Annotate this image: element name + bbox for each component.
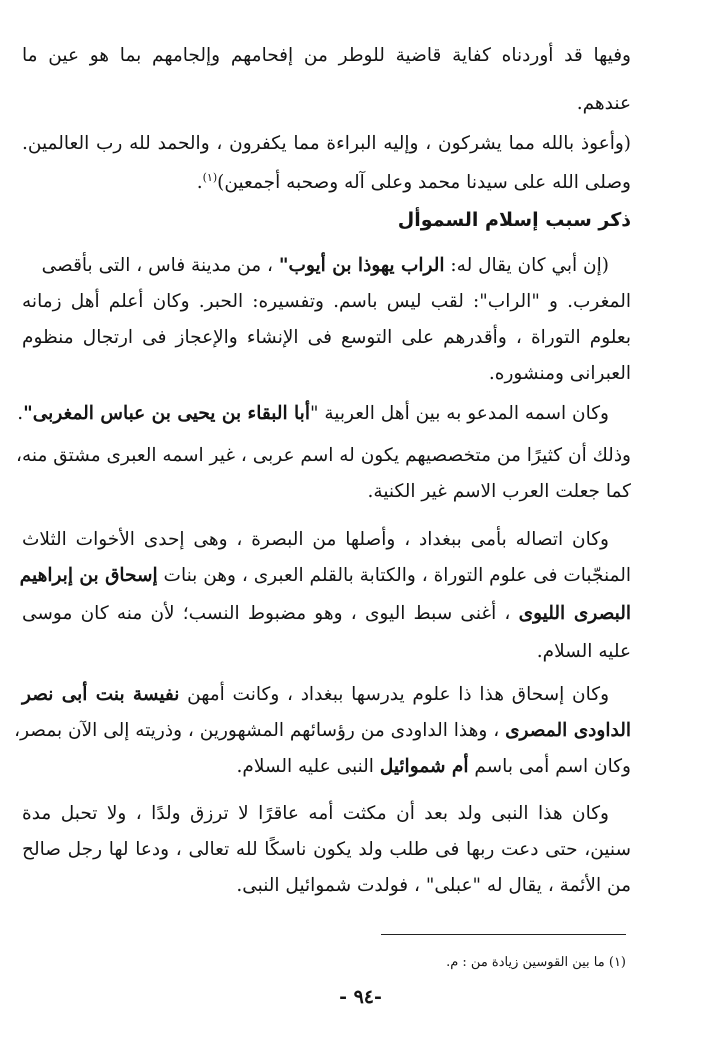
bold-name: إسحاق بن إبراهيم: [19, 565, 158, 586]
text-line: [19, 561, 631, 591]
section-heading: ذكر سبب إسلام السموأل: [397, 209, 631, 231]
text-span: .: [196, 172, 203, 194]
text-line: سنين، حتى دعت ربها فى طلب ولد يكون ناسكًا لله تعالى ، ودعا لها رجل صالح: [22, 839, 631, 860]
text-span: وكان اسم أمى باسم: [468, 756, 631, 777]
bold-name: أم شموائيل: [379, 756, 469, 777]
bold-name: البصرى الليوى: [518, 603, 631, 624]
text-line: وكان هذا النبى ولد بعد أن مكثت أمه عاقرًا لا ترزق ولدًا ، ولا تحبل مدة: [22, 803, 609, 824]
text-line: [22, 680, 609, 710]
text-span: ، وهذا الداودى من رؤسائهم المشهورين ، وذريته إلى الآن بمصر،: [14, 720, 506, 741]
text-span: وصلى الله على سيدنا محمد وعلى آله وصحبه أجمعين): [217, 172, 631, 194]
text-line: [22, 163, 631, 193]
text-line: [22, 752, 631, 782]
bold-name: الداودى المصرى: [505, 720, 631, 741]
text-line: [14, 716, 631, 746]
text-line: وذلك أن كثيرًا من متخصصيهم يكون له اسم عربى ، غير اسمه العبرى مشتق منه،: [15, 445, 631, 466]
text-line: عندهم.: [576, 93, 631, 114]
text-line: [22, 251, 609, 281]
bold-name: نفيسة بنت أبى نصر: [22, 684, 180, 705]
bold-name: أبا البقاء بن يحيى بن عباس المغربى": [23, 403, 310, 424]
bold-name: الراب يهوذا بن أيوب": [278, 255, 445, 276]
text-span: النبى عليه السلام.: [236, 756, 380, 777]
text-span: (إن أبي كان يقال له:: [444, 255, 609, 276]
text-span: .: [17, 403, 24, 424]
text-line: [17, 399, 609, 429]
text-span: المنجّبات فى علوم التوراة ، والكتابة بالقلم العبرى ، وهن بنات: [157, 565, 631, 586]
text-line: العبرانى ومنشوره.: [488, 363, 631, 384]
footnote-divider: [381, 934, 626, 935]
text-line: المغرب. و "الراب": لقب ليس باسم. وتفسيره: الحبر. وكان أعلم أهل زمانه: [22, 291, 631, 312]
text-line: من الأئمة ، يقال له "عبلى" ، فولدت شموائيل النبى.: [236, 875, 631, 896]
text-span: ، أغنى سبط اليوى ، وهو مضبوط النسب؛ لأن منه كان موسى: [22, 603, 519, 624]
text-span: وكان إسحاق هذا ذا علوم يدرسها ببغداد ، وكانت أمهن: [179, 684, 610, 705]
footnote-ref: (١): [202, 171, 218, 184]
text-line: وفيها قد أوردناه كفاية قاضية للوطر من إفحامهم وإلجامهم بما هو عين ما: [22, 45, 631, 66]
text-line: (وأعوذ بالله مما يشركون ، وإليه البراءة مما يكفرون ، والحمد لله رب العالمين.: [22, 133, 631, 154]
footnote: (١) ما بين القوسين زيادة من : م.: [446, 955, 626, 970]
text-span: وكان اسمه المدعو به بين أهل العربية ": [309, 403, 609, 424]
text-span: ، من مدينة فاس ، التى بأقصى: [41, 255, 279, 276]
text-line: كما جعلت العرب الاسم غير الكنية.: [367, 481, 631, 502]
page-number: -٩٤ -: [339, 986, 382, 1008]
text-line: بعلوم التوراة ، وأقدرهم على التوسع فى الإنشاء والإعجاز فى ارتجال منظوم: [22, 327, 631, 348]
text-line: [22, 599, 631, 629]
text-line: وكان اتصاله بأمى ببغداد ، وأصلها من البصرة ، وهى إحدى الأخوات الثلاث: [22, 529, 609, 550]
text-line: عليه السلام.: [536, 641, 631, 662]
